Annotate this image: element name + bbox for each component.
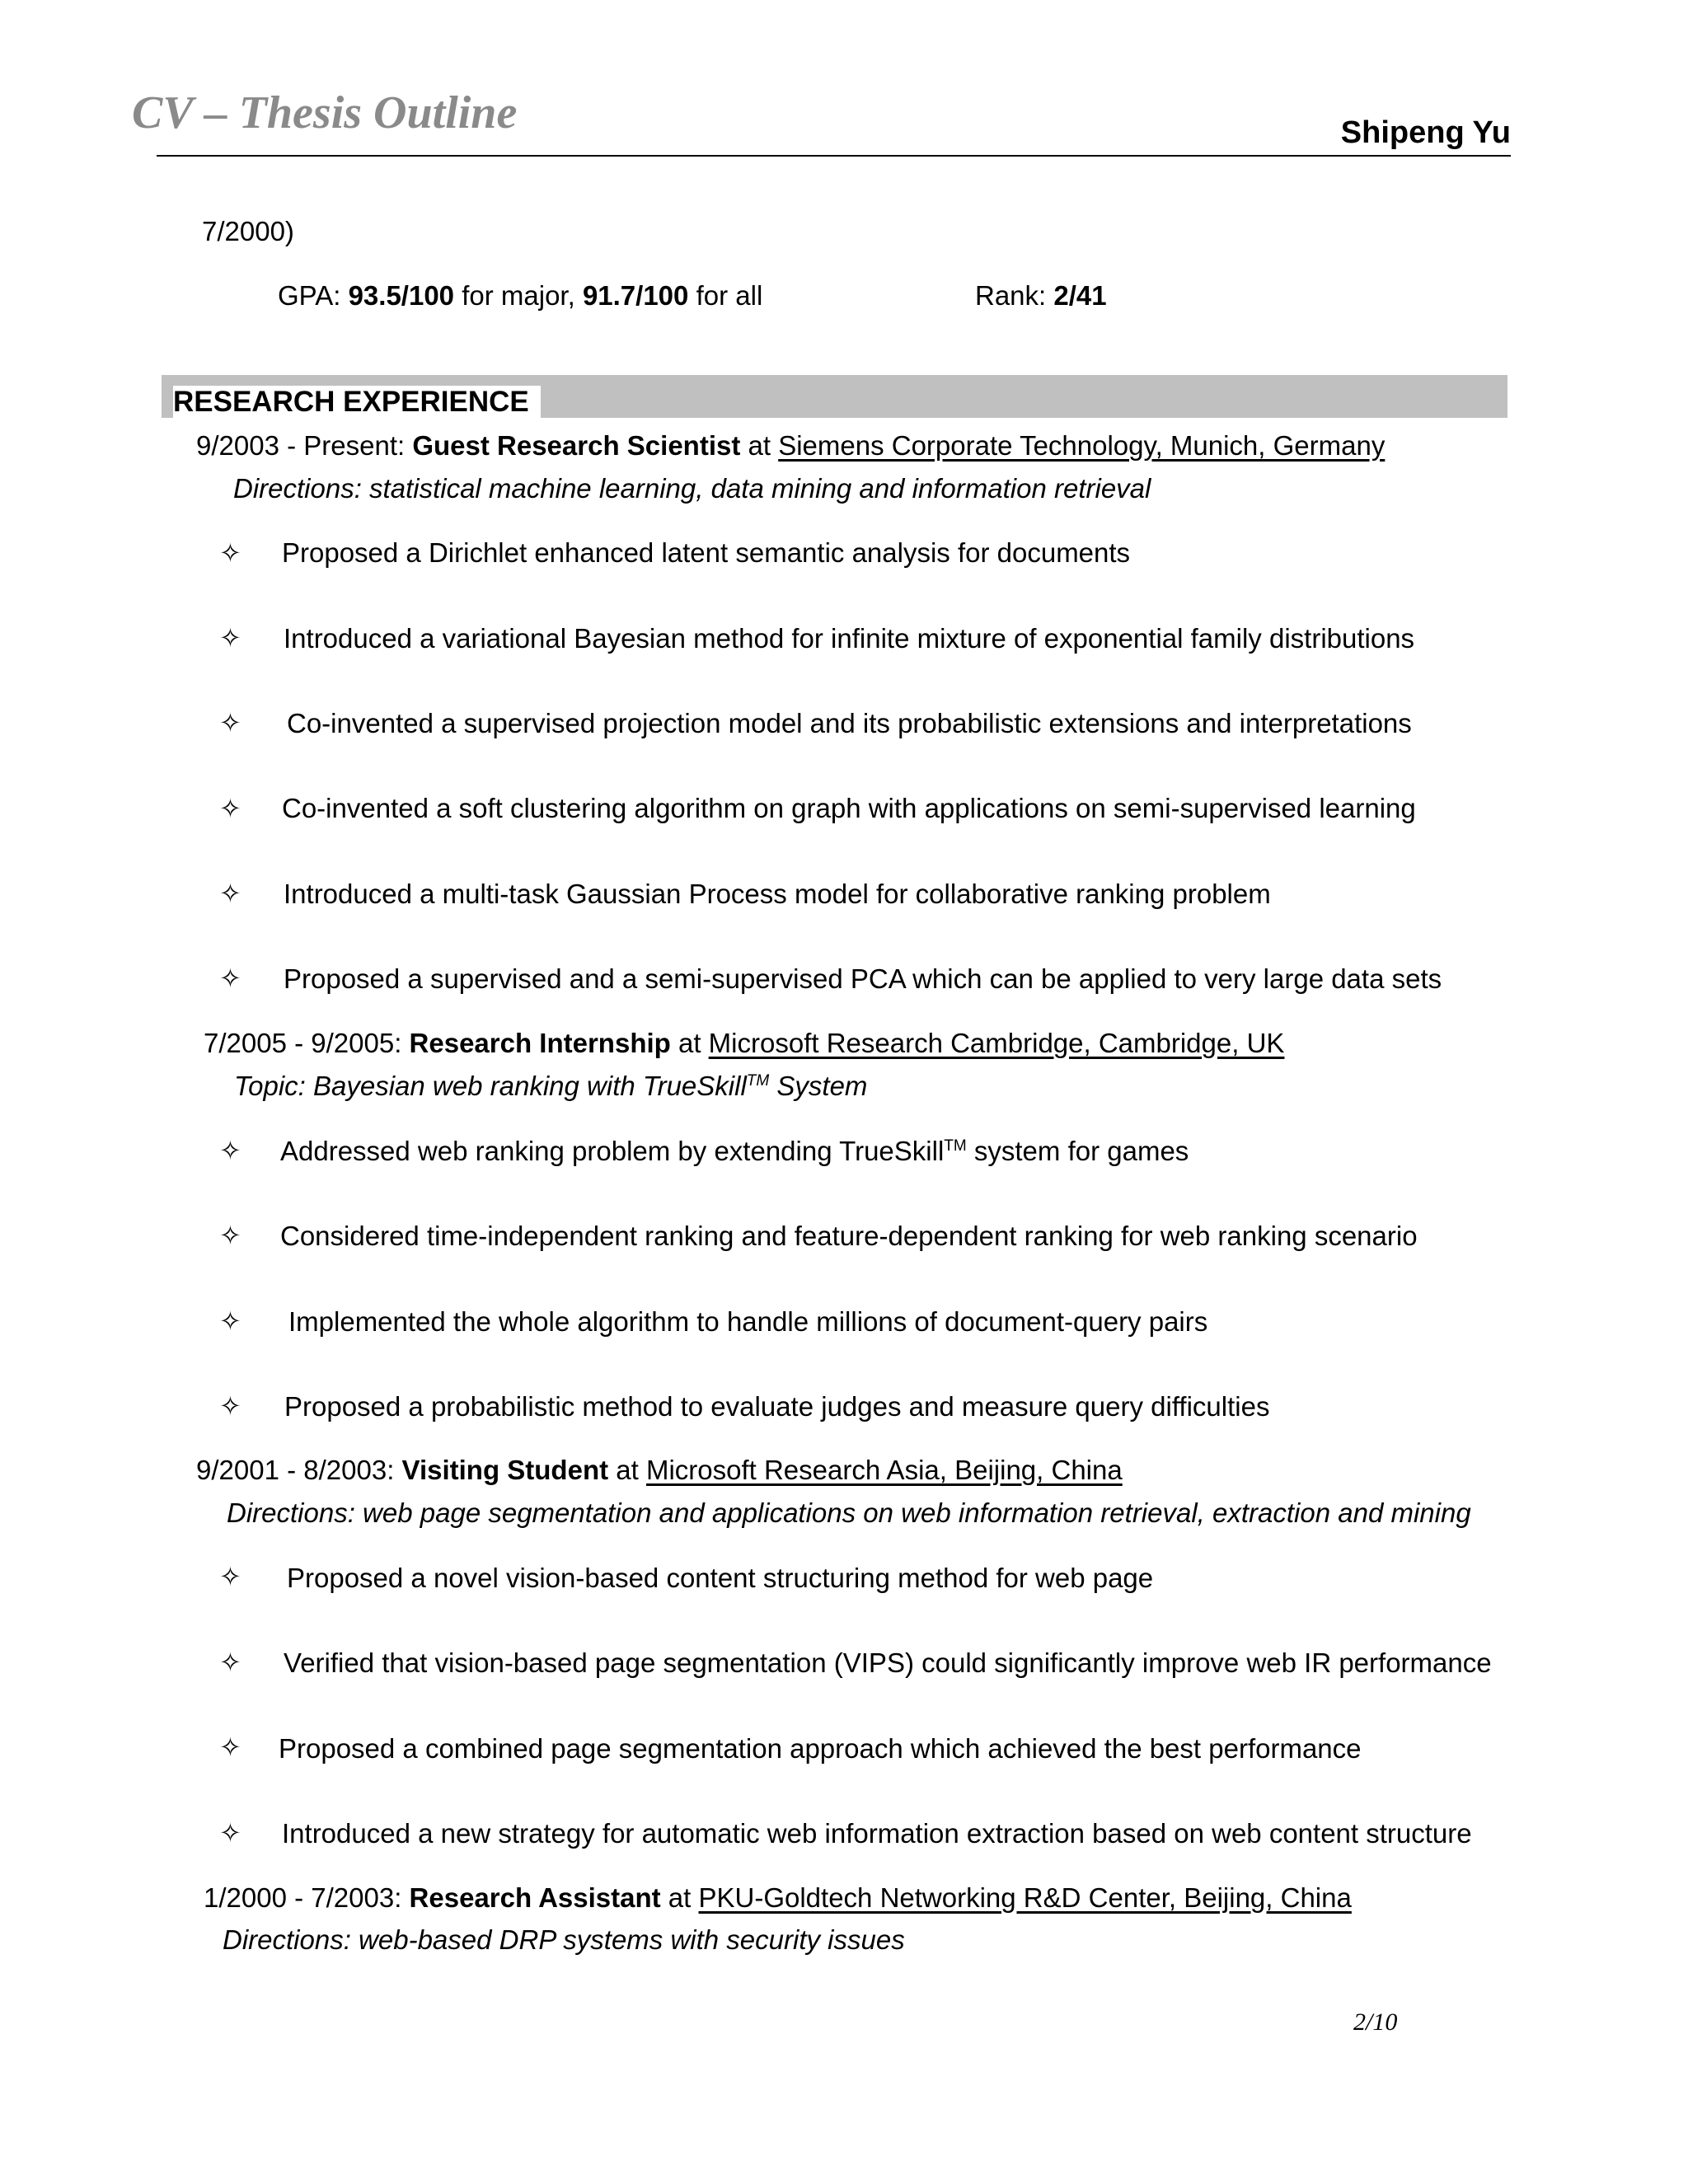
bullet-text <box>280 1136 1189 1167</box>
bullet-text: Proposed a Dirichlet enhanced latent semantic analysis for documents <box>282 537 1131 568</box>
bullet-text: Co-invented a supervised projection model and its probabilistic extensions and interpretations <box>287 708 1412 738</box>
position-role: Research Internship <box>409 1028 671 1058</box>
bullet-icon: ✧ <box>219 623 241 653</box>
rank-label: Rank: <box>975 280 1054 311</box>
header-rule <box>157 155 1511 157</box>
rank-value: 2/41 <box>1053 280 1107 311</box>
bullet-icon: ✧ <box>219 963 241 993</box>
rank-line <box>975 280 1107 312</box>
gpa-label: GPA: <box>278 280 349 311</box>
bullet-text: Considered time-independent ranking and feature-dependent ranking for web ranking scenario <box>280 1221 1418 1251</box>
bullet-icon: ✧ <box>219 1306 241 1336</box>
topic-text: Topic: Bayesian web ranking with TrueSkill <box>234 1071 747 1101</box>
bullet-text: Implemented the whole algorithm to handle millions of document-query pairs <box>288 1306 1208 1337</box>
bullet-text-part: Addressed web ranking problem by extending TrueSkill <box>280 1136 945 1166</box>
bullet-icon: ✧ <box>219 794 241 823</box>
position-msr-cambridge <box>204 1028 1284 1059</box>
position-org: Microsoft Research Cambridge, Cambridge, UK <box>708 1028 1285 1058</box>
bullet-text: Introduced a new strategy for automatic web information extraction based on web content structure <box>282 1818 1472 1849</box>
bullet-icon: ✧ <box>219 1136 241 1165</box>
position-directions: Directions: web page segmentation and applications on web information retrieval, extraction and mining <box>227 1497 1471 1528</box>
bullet-icon: ✧ <box>219 1562 241 1591</box>
author-name: Shipeng Yu <box>1340 115 1511 150</box>
position-dates: 9/2003 - Present: <box>196 430 413 461</box>
bullet-text: Proposed a combined page segmentation approach which achieved the best performance <box>279 1733 1362 1764</box>
bullet-text: Proposed a novel vision-based content structuring method for web page <box>287 1563 1154 1593</box>
position-at: at <box>608 1455 646 1485</box>
position-role: Guest Research Scientist <box>412 430 741 461</box>
bullet-icon: ✧ <box>219 538 241 568</box>
bullet-icon: ✧ <box>219 879 241 908</box>
position-topic <box>234 1071 867 1102</box>
position-directions: Directions: web-based DRP systems with security issues <box>223 1924 905 1955</box>
position-dates: 9/2001 - 8/2003: <box>196 1455 402 1485</box>
bullet-text: Proposed a supervised and a semi-supervised PCA which can be applied to very large data sets <box>284 963 1442 994</box>
position-msr-asia <box>196 1455 1123 1486</box>
position-org: PKU-Goldtech Networking R&D Center, Beijing, China <box>698 1882 1352 1913</box>
bullet-icon: ✧ <box>219 1221 241 1250</box>
bullet-text: Co-invented a soft clustering algorithm on graph with applications on semi-supervised learning <box>282 793 1416 823</box>
document-header-title: CV – Thesis Outline <box>132 87 518 138</box>
position-siemens <box>196 430 1385 462</box>
position-org: Siemens Corporate Technology, Munich, Germany <box>778 430 1386 461</box>
topic-text-end: System <box>769 1071 868 1101</box>
position-directions: Directions: statistical machine learning, data mining and information retrieval <box>233 473 1151 504</box>
bullet-text: Introduced a variational Bayesian method for infinite mixture of exponential family distributions <box>284 623 1415 654</box>
gpa-all-value: 91.7/100 <box>582 280 689 311</box>
bullet-text: Introduced a multi-task Gaussian Process model for collaborative ranking problem <box>284 879 1271 909</box>
bullet-icon: ✧ <box>219 1818 241 1848</box>
position-role: Research Assistant <box>409 1882 661 1913</box>
page-number: 2/10 <box>1353 2008 1398 2036</box>
position-org: Microsoft Research Asia, Beijing, China <box>645 1455 1123 1485</box>
trademark-mark: TM <box>746 1072 770 1090</box>
position-at: at <box>740 430 779 461</box>
gpa-major-value: 93.5/100 <box>348 280 455 311</box>
gpa-all-suffix: for all <box>688 280 763 311</box>
bullet-text-part: system for games <box>966 1136 1189 1166</box>
position-dates: 1/2000 - 7/2003: <box>204 1882 410 1913</box>
position-at: at <box>670 1028 709 1058</box>
bullet-icon: ✧ <box>219 1732 241 1762</box>
position-pku-goldtech <box>204 1882 1352 1914</box>
bullet-text: Verified that vision-based page segmentation (VIPS) could significantly improve web IR performance <box>284 1647 1492 1678</box>
bullet-icon: ✧ <box>219 1647 241 1677</box>
position-role: Visiting Student <box>401 1455 609 1485</box>
gpa-major-suffix: for major, <box>454 280 583 311</box>
section-heading: RESEARCH EXPERIENCE <box>173 386 541 424</box>
education-date-end: 7/2000) <box>202 216 294 246</box>
gpa-line <box>278 280 762 312</box>
position-dates: 7/2005 - 9/2005: <box>204 1028 410 1058</box>
bullet-icon: ✧ <box>219 1391 241 1421</box>
position-at: at <box>660 1882 699 1913</box>
bullet-text: Proposed a probabilistic method to evaluate judges and measure query difficulties <box>284 1391 1270 1422</box>
trademark-mark: TM <box>944 1137 967 1155</box>
bullet-icon: ✧ <box>219 708 241 738</box>
